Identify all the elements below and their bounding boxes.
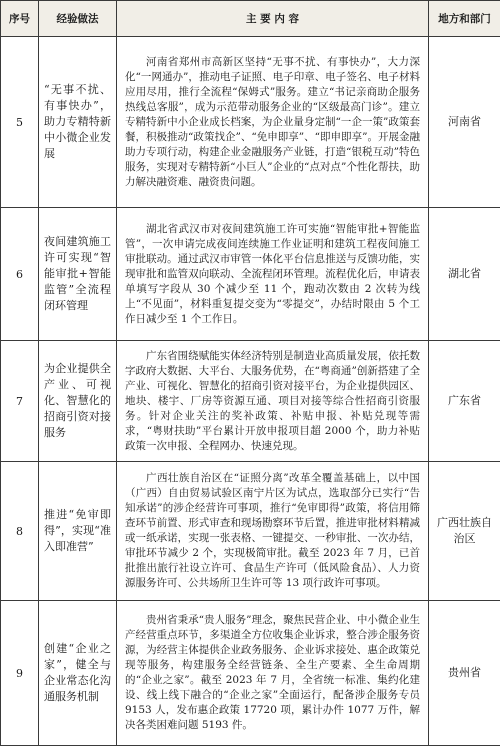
row-method: 推进“免审即得”，实现“准入即准营” <box>39 462 117 601</box>
table-header-row <box>1 1 500 37</box>
row-method: 创建“企业之家”，健全与企业常态化沟通服务机制 <box>39 601 117 746</box>
row-region: 河南省 <box>429 37 500 208</box>
header-method: 经验做法 <box>39 1 117 37</box>
table-row <box>1 208 500 341</box>
row-region: 湖北省 <box>429 208 500 341</box>
header-no: 序号 <box>1 1 39 37</box>
row-region: 贵州省 <box>429 601 500 746</box>
row-method: 为企业提供全产业、可视化、智慧化的招商引资对接服务 <box>39 341 117 462</box>
row-number: 6 <box>1 208 39 341</box>
header-content: 主 要 内 容 <box>117 1 429 37</box>
table-row <box>1 37 500 208</box>
row-number: 8 <box>1 462 39 601</box>
row-method: “无事不扰、有事快办”，助力专精特新中小微企业发展 <box>39 37 117 208</box>
row-region: 广东省 <box>429 341 500 462</box>
table-row <box>1 601 500 746</box>
table-row <box>1 462 500 601</box>
table-row <box>1 341 500 462</box>
row-number: 5 <box>1 37 39 208</box>
row-content: 广西壮族自治区在“证照分离”改革全覆盖基础上，以中国（广西）自由贸易试验区南宁片区为试点，选取部分已实行“告知承诺”的涉企经营许可事项，推行“免审即得”政策，将信用筛查环节前置、形式审查和现场勘察环节后置，推进审批材料精减或一纸承诺，实现一张表格、一键提交、一秒审批、一次办结，审批环节减少 2 个，实现极简审批。截至 2023 年 7 月，已首批推出旅行社设立许可、食品生产许可（低风险食品）、人力资源服务许可、公共场所卫生许可等 13 项行政许可事项。 <box>117 462 429 601</box>
row-content: 河南省郑州市高新区坚持“无事不扰、有事快办”，大力深化“一网通办”，推动电子证照、电子印章、电子签名、电子材料应用尽用，推行全流程“保姆式”服务。建立“书记亲商助企服务热线总客服”，成为示范带动服务企业的“区级最高门诊”。建立专精特新中小企业成长档案，为企业量身定制“一企一策”政策套餐，积极推动“政策找企”、“免申即享”、“即申即享”。开展金融助力专项行动，构建企业金融服务产业链，打造“银税互动”特色服务，实现对专精特新“小巨人”企业的“点对点”个性化帮扶，助力解决融资难、融资贵问题。 <box>117 37 429 208</box>
header-region: 地方和部门 <box>429 1 500 37</box>
row-region: 广西壮族自治区 <box>429 462 500 601</box>
row-number: 7 <box>1 341 39 462</box>
row-content: 湖北省武汉市对夜间建筑施工许可实施“智能审批+智能监管”，一次申请完成夜间连续施工作业证明和建筑工程夜间施工审批联动。通过武汉市审管一体化平台信息推送与反馈功能，实现审批和监管双向联动、全流程闭环管理。流程优化后，申请表单填写字段从 30 个减少至 11 个，跑动次数由 2 次转为线上“不见面”，材料重复提交变为“零提交”，办结时限由 5 个工作日减少至 1 个工作日。 <box>117 208 429 341</box>
row-content: 广东省围绕赋能实体经济特别是制造业高质量发展，依托数字政府大数据、大平台、大服务优势，在“粤商通”创新搭建了全产业、可视化、智慧化的招商引资对接平台，为企业提供园区、地块、楼宇、厂房等资源互通、项目对接等综合性招商引资服务。针对企业关注的奖补政策、补贴申报、补贴兑现等需求，“粤财扶助”平台累计开放申报项目超 2000 个，助力补贴政策一次申报、全程网办、快速兑现。 <box>117 341 429 462</box>
row-content: 贵州省秉承“贵人服务”理念，聚焦民营企业、中小微企业生产经营重点环节，多渠道全方位收集企业诉求，整合涉企服务资源，为经营主体提供企业政务服务、企业诉求接处、惠企政策兑现等服务，构建服务全经营链条、全生产要素、全生命周期的“企业之家”。截至 2023 年 7 月，全省统一标准、集约化建设、线上线下融合的“企业之家”全面运行，配备涉企服务专员 9153 人，发布惠企政策 17720 项，累计办件 1077 万件，解决各类困难问题 5193 件。 <box>117 601 429 746</box>
row-method: 夜间建筑施工许可实现“智能审批+智能监管”全流程闭环管理 <box>39 208 117 341</box>
row-number: 9 <box>1 601 39 746</box>
